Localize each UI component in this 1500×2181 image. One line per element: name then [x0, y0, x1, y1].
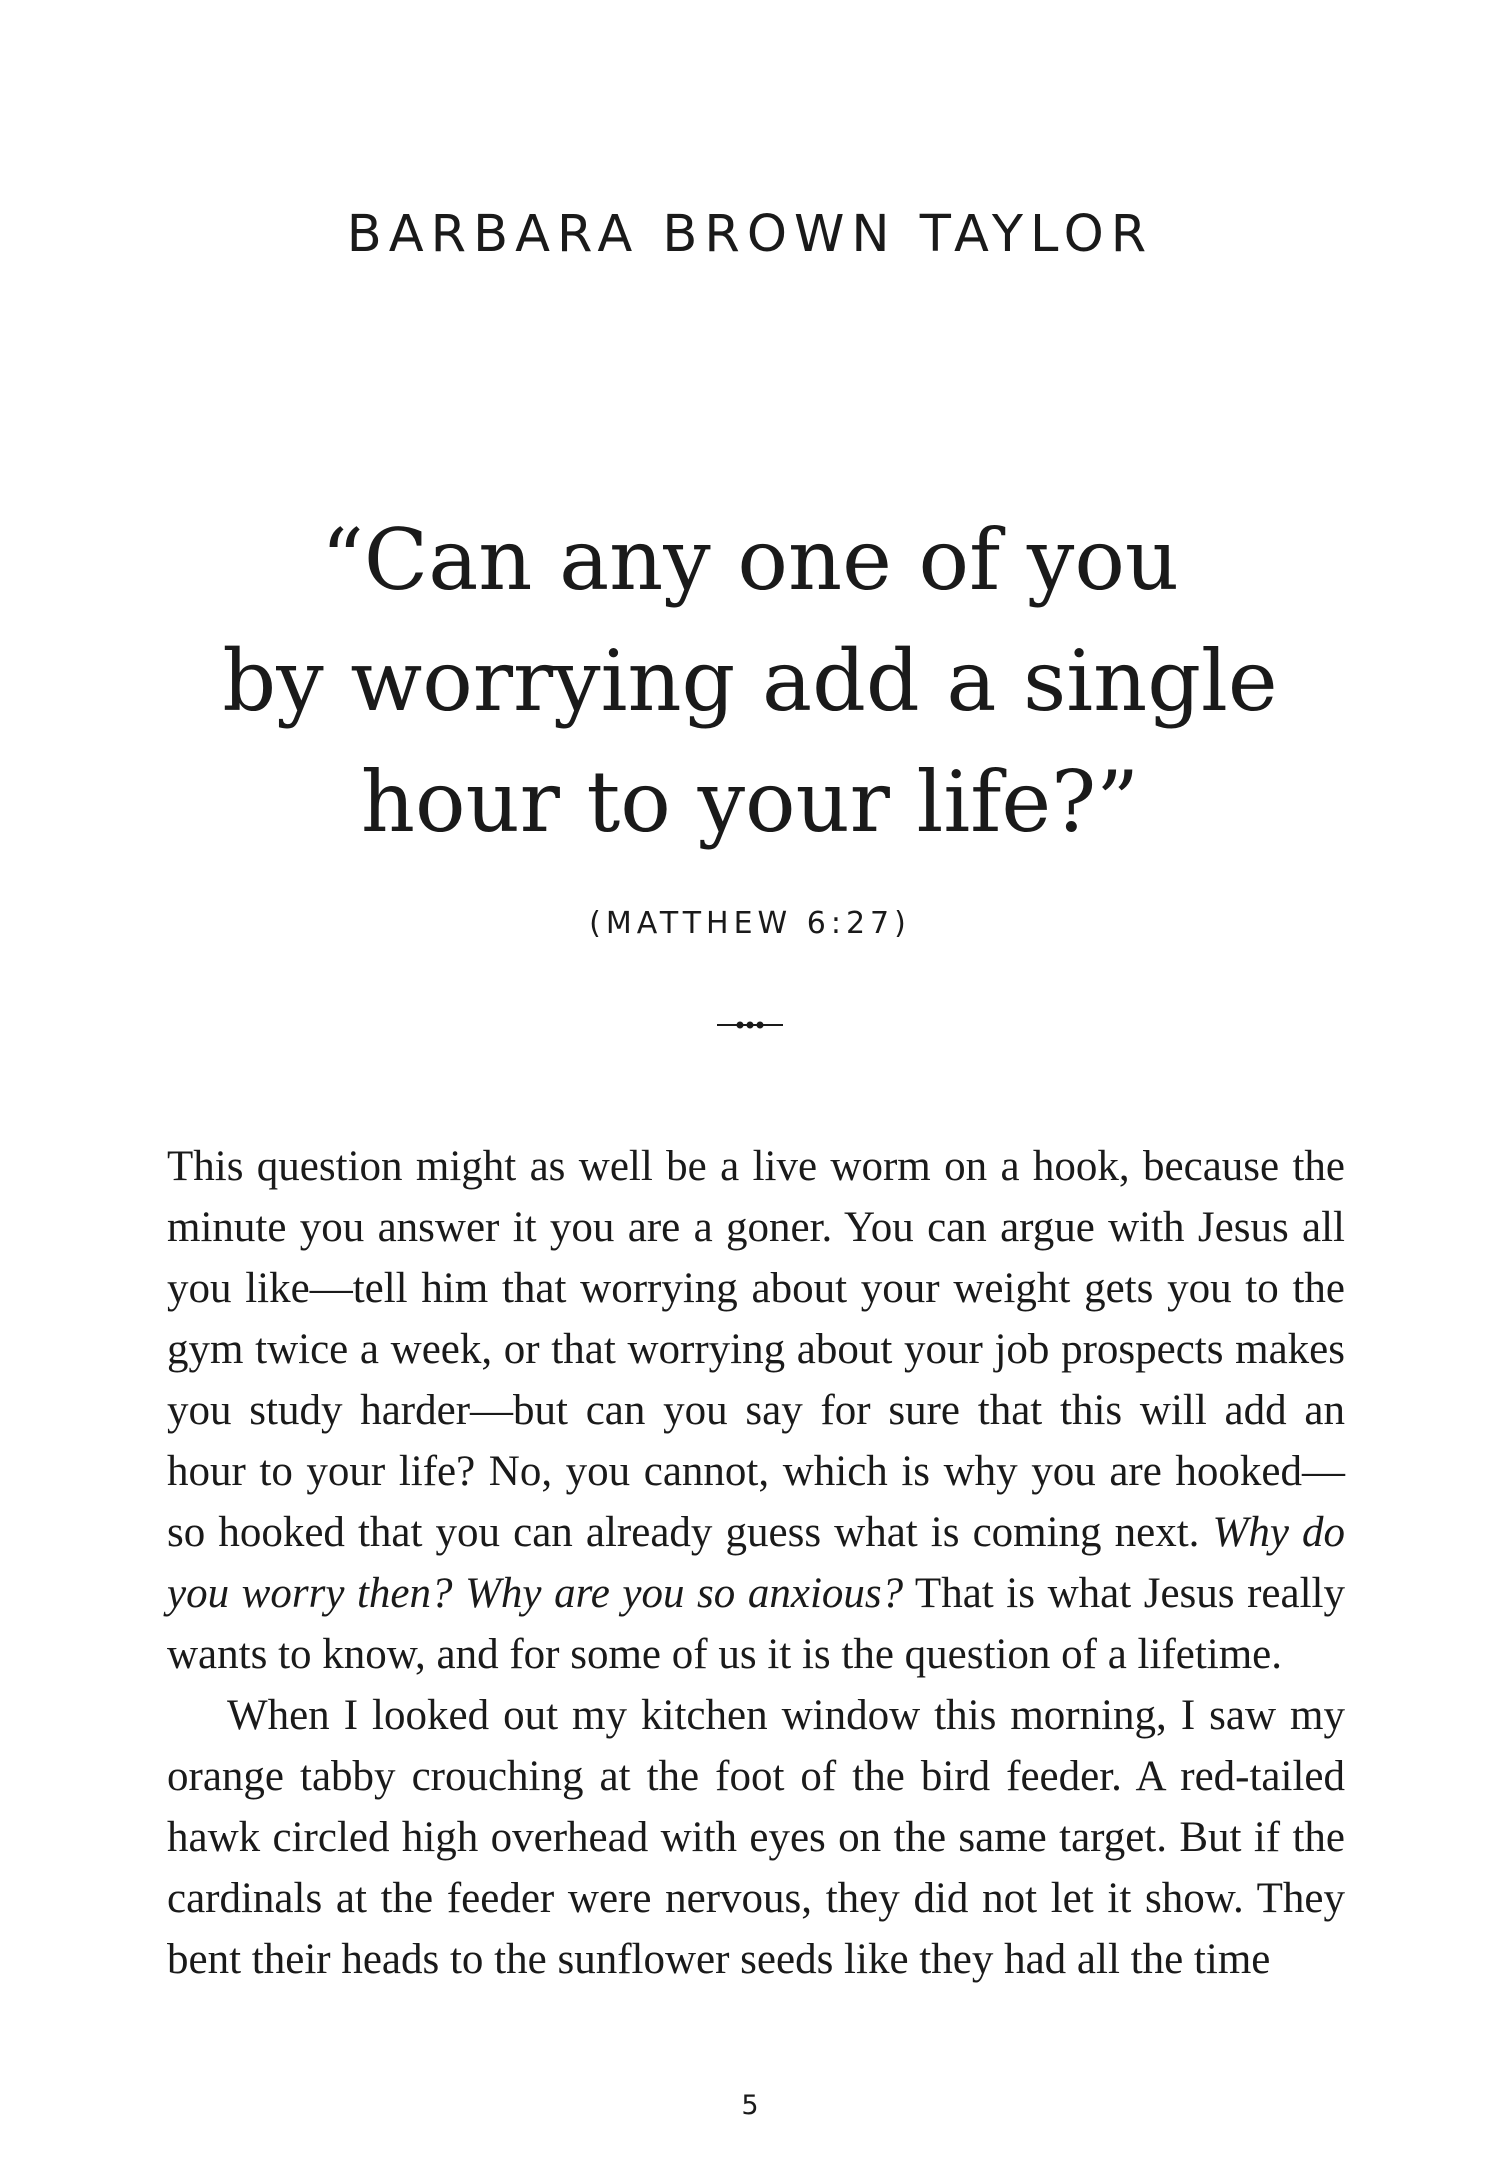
epigraph-line: hour to your life?”	[360, 753, 1140, 851]
epigraph-line: by worrying add a single	[222, 632, 1278, 730]
epigraph-quote	[150, 500, 1350, 863]
paragraph	[167, 1136, 1345, 1685]
body-text	[167, 1136, 1345, 1990]
paragraph-text: That is what Jesus really wants to know, and for some of us it is the question of a lifetime.	[167, 1570, 1345, 1678]
running-header-author: BARBARA BROWN TAYLOR	[346, 205, 1154, 264]
paragraph-text: This question might as well be a live worm on a hook, because the minute you answer it you are a goner. You can argue with Jesus all you like—tell him that worrying about your weight gets you to the gym twice a week, or that worrying about your job prospects makes you study harder—but can you say for sure that this will add an hour to your life? No, you cannot, which is why you are hooked—so hooked that you can already guess what is coming next.	[167, 1143, 1345, 1556]
epigraph-line: “Can any one of you	[320, 511, 1179, 609]
dot-dash-ornament-icon	[715, 1018, 785, 1032]
page-number: 5	[741, 2090, 759, 2121]
paragraph: When I looked out my kitchen window this morning, I saw my orange tabby crouching at the foot of the bird feeder. A red-tailed hawk circled high overhead with eyes on the same target. But if the cardinals at the feeder were nervous, they did not let it show. They bent their heads to the sunflower seeds like they had all the time	[167, 1692, 1345, 1983]
italic-question: Why do you worry then? Why are you so anxious?	[167, 1509, 1346, 1617]
scripture-reference: (MATTHEW 6:27)	[589, 906, 911, 941]
